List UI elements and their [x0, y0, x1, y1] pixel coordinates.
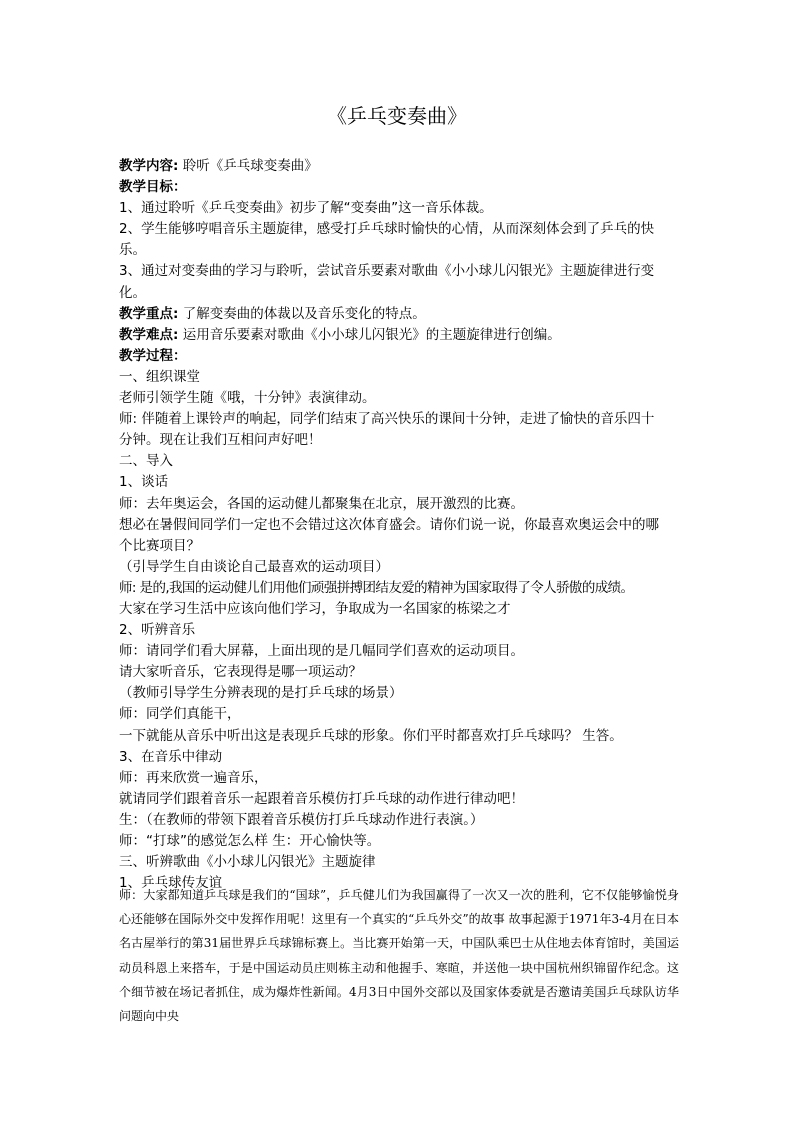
key-point — [119, 304, 679, 325]
process-line: 大家在学习生活中应该向他们学习，争取成为一名国家的栋梁之才 — [119, 600, 511, 617]
process-line: 分钟。现在让我们互相问声好吧！ — [119, 432, 322, 449]
process-line: 三、听辨歌曲《小小球儿闪银光》主题旋律 — [119, 854, 376, 871]
process-line: 师: 伴随着上课铃声的响起，同学们结束了高兴快乐的课间十分钟，走进了愉快的音乐四十 — [119, 411, 655, 428]
goal-line: 乐。 — [119, 242, 146, 259]
process-line: 2、听辨音乐 — [119, 622, 196, 639]
process-line: （教师引导学生分辨表现的是打乒乓球的场景） — [119, 685, 403, 702]
process-line: 就请同学们跟着音乐一起跟着音乐模仿打乒乓球的动作进行律动吧！ — [119, 790, 524, 807]
difficulty-text: 运用音乐要素对歌曲《小小球儿闪银光》的主题旋律进行创编。 — [182, 326, 561, 343]
process-line: 师: 是的,我国的运动健儿们用他们顽强拼搏团结友爱的精神为国家取得了令人骄傲的成绩。 — [119, 579, 634, 596]
process-line: 一下就能从音乐中听出这是表现乒乓球的形象。你们平时都喜欢打乒乓球吗？ 生答。 — [119, 727, 623, 744]
process-line: 师：请同学们看大屏幕，上面出现的是几幅同学们喜欢的运动项目。 — [119, 643, 524, 660]
process-line: 师：去年奥运会，各国的运动健儿都聚集在北京，展开激烈的比赛。 — [119, 495, 524, 512]
teaching-content-label: 教学内容 — [119, 158, 173, 174]
colon: : — [173, 305, 179, 322]
process-line: 一、组织课堂 — [119, 368, 200, 385]
process-line: 生：（在教师的带领下跟着音乐模仿打乒乓球动作进行表演。） — [119, 811, 484, 828]
process-line: 个比赛项目？ — [119, 537, 200, 554]
difficulty-label: 教学难点 — [119, 326, 173, 343]
process-line: 想必在暑假间同学们一定也不会错过这次体育盛会。请你们说一说，你最喜欢奥运会中的哪 — [119, 516, 659, 533]
process-line: 师：再来欣赏一遍音乐， — [119, 769, 268, 786]
teaching-process-label: 教学过程： — [119, 347, 187, 364]
teaching-goals-label: 教学目标： — [119, 179, 187, 196]
goal-line: 1、通过聆听《乒乓变奏曲》初步了解“变奏曲”这一音乐体裁。 — [119, 200, 493, 217]
process-line: 师：同学们真能干， — [119, 706, 241, 723]
story-paragraph: 师：大家都知道乒乓球是我们的“国球”，乒乓健儿们为我国赢得了一次又一次的胜利，它不仅能够愉悦身心还能够在国际外交中发挥作用呢！这里有一个真实的“乒乓外交”的故事 故事起源于1971年3-4月在日本名古屋举行的第31届世界乒乓球锦标赛上。当比赛开始第一天，中国队乘巴士从住地去体育馆时，美国运动员科恩上来搭车，于是中国运动员庄则栋主动和他握手、寒暄，并送他一块中国杭州织锦留作纪念。这个细节被在场记者抓住，成为爆炸性新闻。4月3日中国外交部以及国家体委就是否邀请美国乒乓球队访华问题向中央 — [119, 888, 679, 1024]
key-point-text: 了解变奏曲的体裁以及音乐变化的特点。 — [182, 305, 426, 322]
lesson-plan-body — [119, 156, 679, 894]
difficulty — [119, 325, 679, 346]
process-line: 3、在音乐中律动 — [119, 748, 223, 765]
process-line: 老师引领学生随《哦，十分钟》表演律动。 — [119, 390, 376, 407]
goal-line: 2、学生能够哼唱音乐主题旋律，感受打乒乓球时愉快的心情，从而深刻体会到了乒乓的快 — [119, 221, 655, 238]
goal-line: 3、通过对变奏曲的学习与聆听，尝试音乐要素对歌曲《小小球儿闪银光》主题旋律进行变 — [119, 263, 655, 280]
process-line: 请大家听音乐，它表现得是哪一项运动？ — [119, 664, 362, 681]
teaching-content-text: 聆听《乒乓球变奏曲》 — [182, 158, 318, 174]
process-line: （引导学生自由谈论自己最喜欢的运动项目） — [119, 558, 389, 575]
key-point-label: 教学重点 — [119, 305, 173, 322]
colon: : — [173, 326, 179, 343]
colon: : — [173, 158, 179, 174]
document-title: 《乒乓变奏曲》 — [327, 104, 467, 128]
process-line: 1、乒乓球传友谊 — [119, 875, 223, 892]
process-line: 二、导入 — [119, 453, 173, 470]
process-line: 师：“打球”的感觉怎么样 生：开心愉快等。 — [119, 833, 381, 849]
goal-line: 化。 — [119, 284, 146, 301]
process-line: 1、谈话 — [119, 474, 169, 491]
ping-pong-diplomacy-story — [119, 883, 679, 1028]
teaching-content — [119, 156, 679, 177]
